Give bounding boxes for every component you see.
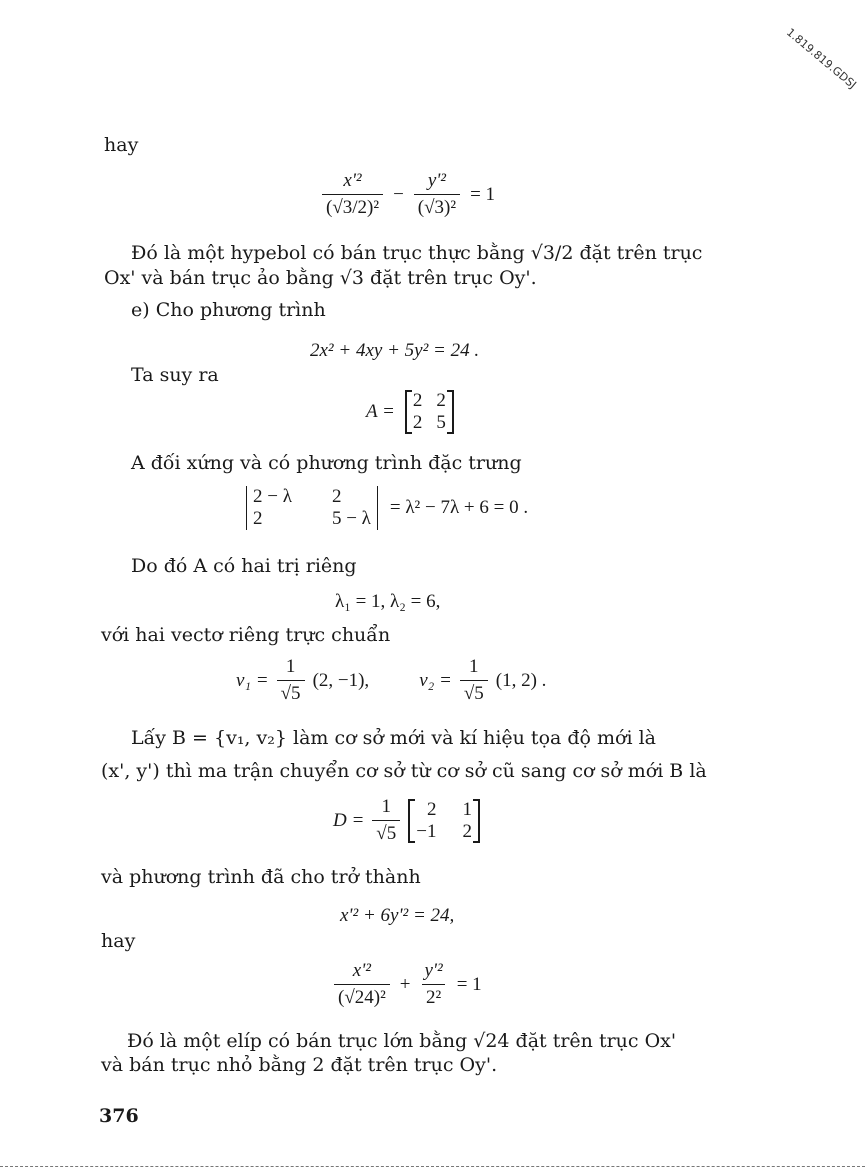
eigenvalues: λ₁ = 1, λ₂ = 6, [335,591,441,612]
bottom-rule [0,1166,865,1167]
ellipse-desc-line-1: Đó là một elíp có bán trục lớn bằng √24 đặt trên trục Ox' [127,1030,677,1052]
hyperbola-desc-line-2: Ox' và bán trục ảo bằng √3 đặt trên trục Oy'. [104,267,537,289]
text-hay-1: hay [104,134,139,156]
fraction-y: $\frac{\text{y'²}}{\text{(√3)²}}$ [414,170,460,219]
matrix-D-equation: D = $\frac{1}{√5}$ 2 1 −1 2 [333,796,480,845]
page-number: 376 [99,1105,139,1127]
ellipse-desc-line-2: và bán trục nhỏ bằng 2 đặt trên trục Oy'. [101,1054,498,1076]
text-hay-2: hay [101,930,136,952]
eigenvalue-statement: Do đó A có hai trị riêng [131,555,357,577]
symmetric-statement: A đối xứng và có phương trình đặc trưng [131,452,522,474]
quadratic-equation: 2x² + 4xy + 5y² = 24 . [310,340,480,361]
equation-becomes: và phương trình đã cho trở thành [101,866,421,888]
eigenvectors: v₁ = $\frac{1}{√5}$ (2, −1), v₂ = $\frac{1}{√5}$ (1, 2) . [236,656,547,704]
new-equation: x'² + 6y'² = 24, [340,905,455,926]
fraction-x: $\frac{\text{x'²}}{\text{(√3/2)²}}$ [322,170,383,219]
hyperbola-equation: $\frac{\text{x'²}}{\text{(√3/2)²}}$ − $\frac{\text{y'²}}{\text{(√3)²}}$ = 1 [322,170,495,219]
matrix-D: 2 1 −1 2 [408,799,480,843]
basis-line-2: (x', y') thì ma trận chuyển cơ sở từ cơ sở cũ sang cơ sở mới B là [101,760,707,782]
characteristic-equation: 2 − λ 2 2 5 − λ = λ² − 7λ + 6 = 0 . [246,486,528,530]
library-stamp: 1.819.819.GDSJ [783,25,859,92]
item-e-heading: e) Cho phương trình [131,299,326,321]
text-suy-ra: Ta suy ra [131,364,219,386]
matrix-A-equation: A = 2 2 2 5 [366,390,454,434]
determinant: 2 − λ 2 2 5 − λ [246,486,378,530]
hyperbola-desc-line-1: Đó là một hypebol có bán trục thực bằng √3/2 đặt trên trục [131,242,703,264]
matrix-A: 2 2 2 5 [405,390,454,434]
ellipse-equation: $\frac{\text{x'²}}{\text{(√24)²}}$ + $\frac{\text{y'²}}{\text{2²}}$ = 1 [334,960,482,1009]
basis-line-1: Lấy B = {v₁, v₂} làm cơ sở mới và kí hiệu tọa độ mới là [131,727,656,749]
eigenvector-statement: với hai vectơ riêng trực chuẩn [101,624,391,646]
